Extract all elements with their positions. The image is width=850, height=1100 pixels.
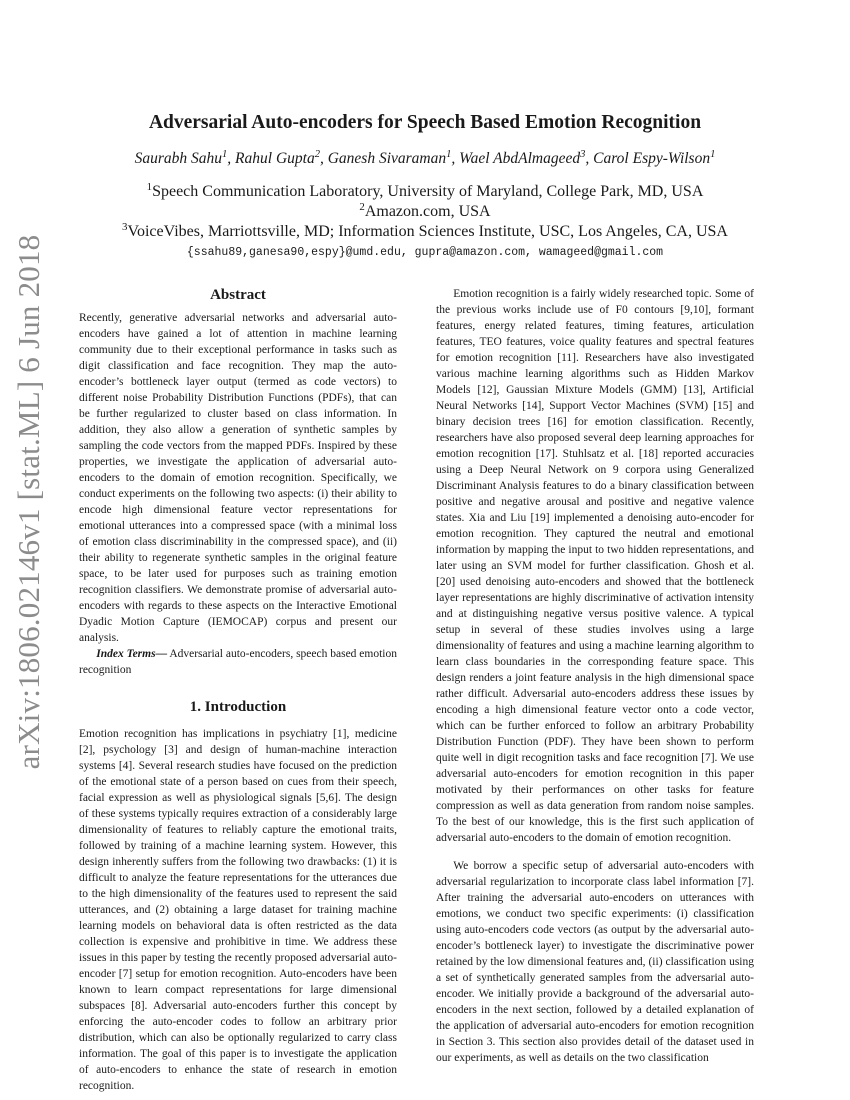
author-affiliation-mark: 3 <box>580 149 586 161</box>
author-name: Wael AbdAlmageed <box>459 150 581 167</box>
affiliation-text: Amazon.com, USA <box>364 203 491 220</box>
abstract-heading: Abstract <box>210 287 266 303</box>
author-affiliation-mark: 1 <box>710 149 716 161</box>
affiliation-3 <box>0 223 850 241</box>
intro-paragraph: Emotion recognition has implications in psychiatry [1], medicine [2], psychology [3] and design of human-machine interaction systems [4]. Several research studies have focused on the prediction of the emotional state of a person based on cues from their speech, facial expression as well as physiological signals [5,6]. The design of these systems typically requires extraction of a considerably large dimensionality of features to reliably capture the emotional traits, followed by training of a machine learning system. However, this design inherently suffers from the following two drawbacks: (1) it is difficult to analyze the feature representations for the utterances due to the high dimensionality of the features used to represent the said utterances, and (2) obtaining a large dataset for training machine learning models on behavioral data is often restricted as the data collection is expensive and prohibitive in time. We address these issues in this paper by testing the recently proposed adversarial auto-encoder [7] setup for emotion recognition. Auto-encoders have been known to learn compact representations for large dimensional subspaces [8]. Adversarial auto-encoders further this concept by enforcing the auto-encoder codes to follow an arbitrary prior distribution, which can also be optionally regularized to carry class information. The goal of this paper is to investigate the application of auto-encoders to enhance the state of research in emotion recognition. <box>79 728 397 1092</box>
affiliation-mark: 3 <box>122 221 128 234</box>
affiliation-mark: 2 <box>359 201 365 214</box>
arxiv-identifier-text: arXiv:1806.02146v1 [stat.ML] 6 Jun 2018 <box>11 234 46 770</box>
index-terms <box>79 646 397 678</box>
intro-paragraph: We borrow a specific setup of adversarial auto-encoders with adversarial regularization to incorporate class label information [7]. After training the adversarial auto-encoders on utterances with emotions, we conduct two specific experiments: (i) classification using auto-encoders code vectors (as output by the adversarial auto-encoder’s bottleneck layer) to investigate the discriminative power retained by the low dimensional features and, (ii) classification using a set of synthetically generated samples from the adversarial auto-encoder. We initially provide a background of the adversarial auto-encoders in the next section, followed by a detailed explanation of the application of adversarial auto-encoders for emotion recognition in Section 3. This section also provides detail of the dataset used in our experiments, as well as details on the two classification <box>436 860 754 1064</box>
author-list: Saurabh Sahu$^1$, Rahul Gupta$^2$, Ganesh Sivaraman$^1$, Wael AbdAlmageed$^3$, Carol Espy-Wilson$^1$ <box>134 149 716 167</box>
affiliation-mark: 1 <box>146 181 153 194</box>
index-terms-text: Adversarial auto-encoders, speech based emotion recognition <box>79 648 397 676</box>
abstract-text: Recently, generative adversarial networks and adversarial auto-encoders have gained a lot of attention in machine learning community due to their exceptional performance in tasks such as digit classification and face recognition. They map the auto-encoder’s bottleneck layer output (termed as code vectors) to different noise Probability Distribution Functions (PDFs), that can be further regularized to cluster based on class information. In addition, they also allow a generation of synthetic samples by sampling the code vectors from the mapped PDFs. Inspired by these properties, we investigate the application of adversarial auto-encoders to the domain of emotion recognition. Specifically, we conduct experiments on the following two aspects: (i) their ability to encode high dimensional feature vector representations for emotional utterances into a compressed space (with a minimal loss of emotion class discriminability in the compressed space), and (ii) their ability to regenerate synthetic samples in the original feature space, to be later used for purposes such as training emotion recognition classifiers. We demonstrate promise of adversarial auto-encoders with regards to these aspects on the Interactive Emotional Dyadic Motion Capture (IEMOCAP) corpus and present our analysis. <box>79 312 397 644</box>
author-name: Rahul Gupta <box>235 150 315 167</box>
author-affiliation-mark: 1 <box>222 149 228 161</box>
index-terms-label: Index Terms— <box>96 648 168 660</box>
author-name: Carol Espy-Wilson <box>593 150 711 167</box>
arxiv-identifier <box>6 234 52 770</box>
affiliation-text: Speech Communication Laboratory, University of Maryland, College Park, MD, USA <box>152 183 704 200</box>
author-affiliation-mark: 1 <box>446 149 452 161</box>
left-column <box>79 286 397 1094</box>
paper-title: Adversarial Auto-encoders for Speech Based Emotion Recognition <box>148 112 702 133</box>
author-name: Ganesh Sivaraman <box>327 150 447 167</box>
affiliation-1 <box>0 183 850 201</box>
affiliation-2 <box>0 203 850 221</box>
intro-paragraph: Emotion recognition is a fairly widely researched topic. Some of the previous works include use of F0 contours [9,10], formant features, energy related features, timing features, articulation features, TEO features, voice quality features and spectral features for emotion recognition [11]. Researchers have also investigated various machine learning algorithms such as Hidden Markov Models [12], Gaussian Mixture Models (GMM) [13], Artificial Neural Networks [14], Support Vector Machines (SVM) [15] and binary decision trees [16] for emotion classification. Recently, researchers have also proposed several deep learning approaches for emotion recognition [17]. Stuhlsatz et al. [18] reported accuracies using a Deep Neural Network on 9 corpora using Generalized Discriminant Analysis features to do a binary classification between positive and negative arousal and positive and negative valence states. Xia and Liu [19] implemented a denoising auto-encoder for emotion recognition. They captured the neutral and emotional information by mapping the input to two hidden representations, and later using an SVM model for further classification. Ghosh et al. [20] used denoising auto-encoders and showed that the bottleneck layer representations are highly discriminative of activation intensity and at distinguishing negative versus positive valence. A typical setup in several of these studies involves using a large dimensionality of features and using a machine learning algorithm to learn class boundaries in the corresponding feature space. This design renders a joint feature analysis in the high dimensional space rather difficult. Adversarial auto-encoders address these issues by encoding a high dimensional feature vector onto a code vector, which can be further enforced to follow an arbitrary Probability Distribution Function (PDF). They have been shown to perform quite well in digit recognition tasks and face recognition [7]. We use adversarial auto-encoders for emotion recognition in this paper motivated by their performances on other tasks for feature compression as well as data generation from random noise samples. To the best of our knowledge, this is the first such application of adversarial auto-encoders to the domain of emotion recognition. <box>436 288 754 844</box>
author-name: Saurabh Sahu <box>134 150 223 167</box>
right-column <box>436 286 754 1066</box>
section-heading-introduction: 1. Introduction <box>189 699 287 715</box>
author-affiliation-mark: 2 <box>314 149 320 161</box>
author-emails: {ssahu89,ganesa90,espy}@umd.edu, gupra@amazon.com, wamageed@gmail.com <box>186 246 664 259</box>
affiliation-text: VoiceVibes, Marriottsville, MD; Information Sciences Institute, USC, Los Angeles, CA, USA <box>127 223 728 240</box>
